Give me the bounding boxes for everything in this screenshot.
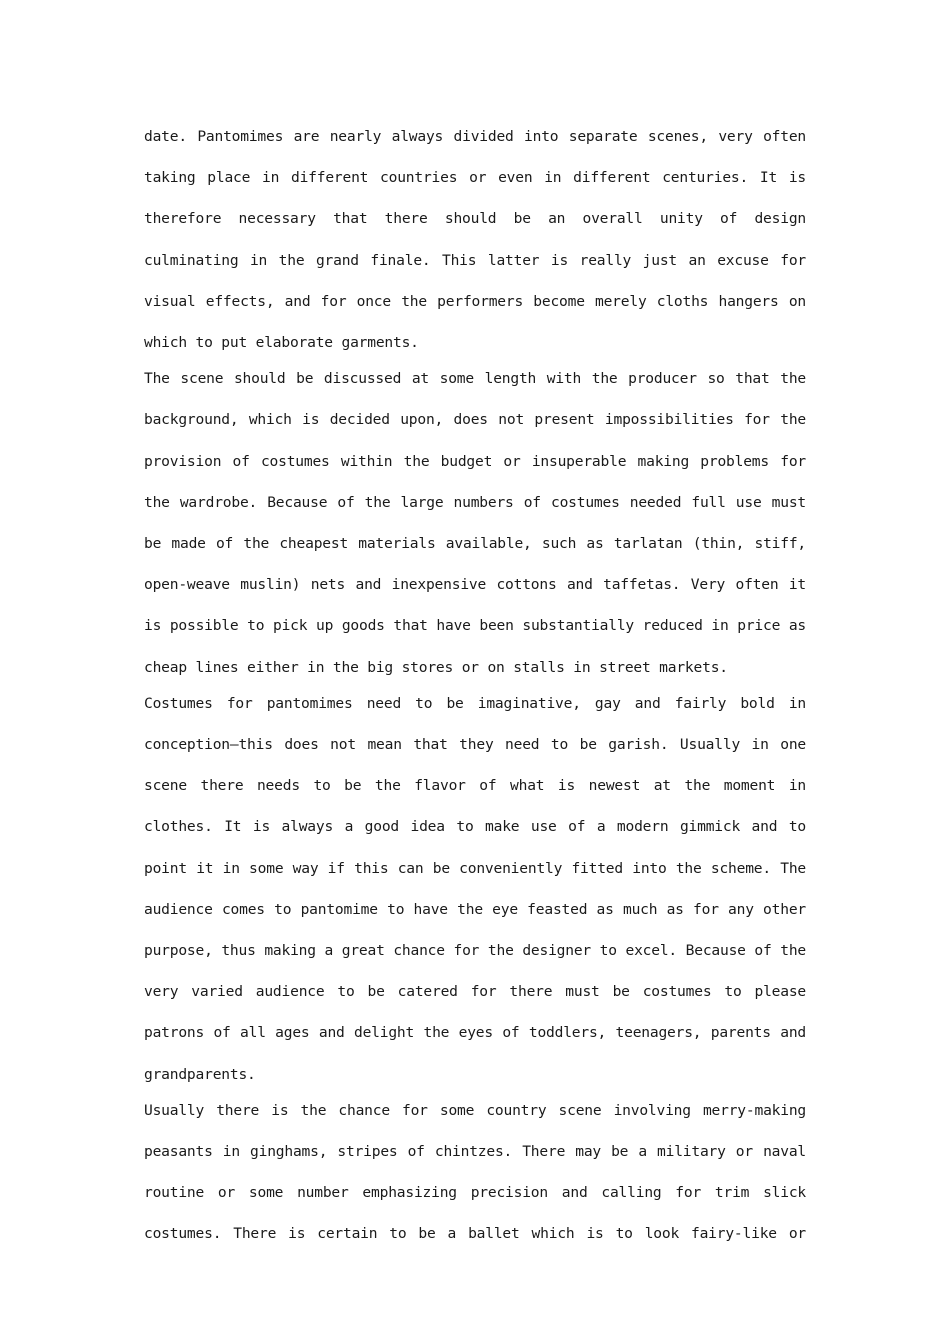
paragraph-4: Usually there is the chance for some country scene involving merry-making peasants in ginghams, stripes of chintzes. There may be a military or naval routine or some number emphasizing precision and calling for trim slick costumes. There is certain to be a ballet which is to look fairy-like or [144,1101,806,1243]
document-page [144,116,806,1255]
paragraph-1: date. Pantomimes are nearly always divided into separate scenes, very often taking place in different countries or even in different centuries. It is therefore necessary that there should be an overall unity of design culminating in the grand finale. This latter is really just an excuse for visual effects, and for once the performers become merely cloths hangers on which to put elaborate garments. [144,128,806,352]
paragraph-2: The scene should be discussed at some length with the producer so that the background, which is decided upon, does not present impossibilities for the provision of costumes within the budget or insuperable making problems for the wardrobe. Because of the large numbers of costumes needed full use must be made of the cheapest materials available, such as tarlatan (thin, stiff, open-weave muslin) nets and inexpensive cottons and taffetas. Very often it is possible to pick up goods that have been substantially reduced in price as cheap lines either in the big stores or on stalls in street markets. [144,370,806,676]
paragraph-3: Costumes for pantomimes need to be imaginative, gay and fairly bold in conception—this does not mean that they need to be garish. Usually in one scene there needs to be the flavor of what is newest at the moment in clothes. It is always a good idea to make use of a modern gimmick and to point it in some way if this can be conveniently fitted into the scheme. The audience comes to pantomime to have the eye feasted as much as for any other purpose, thus making a great chance for the designer to excel. Because of the very varied audience to be catered for there must be costumes to please patrons of all ages and delight the eyes of toddlers, teenagers, parents and grandparents. [144,694,806,1083]
